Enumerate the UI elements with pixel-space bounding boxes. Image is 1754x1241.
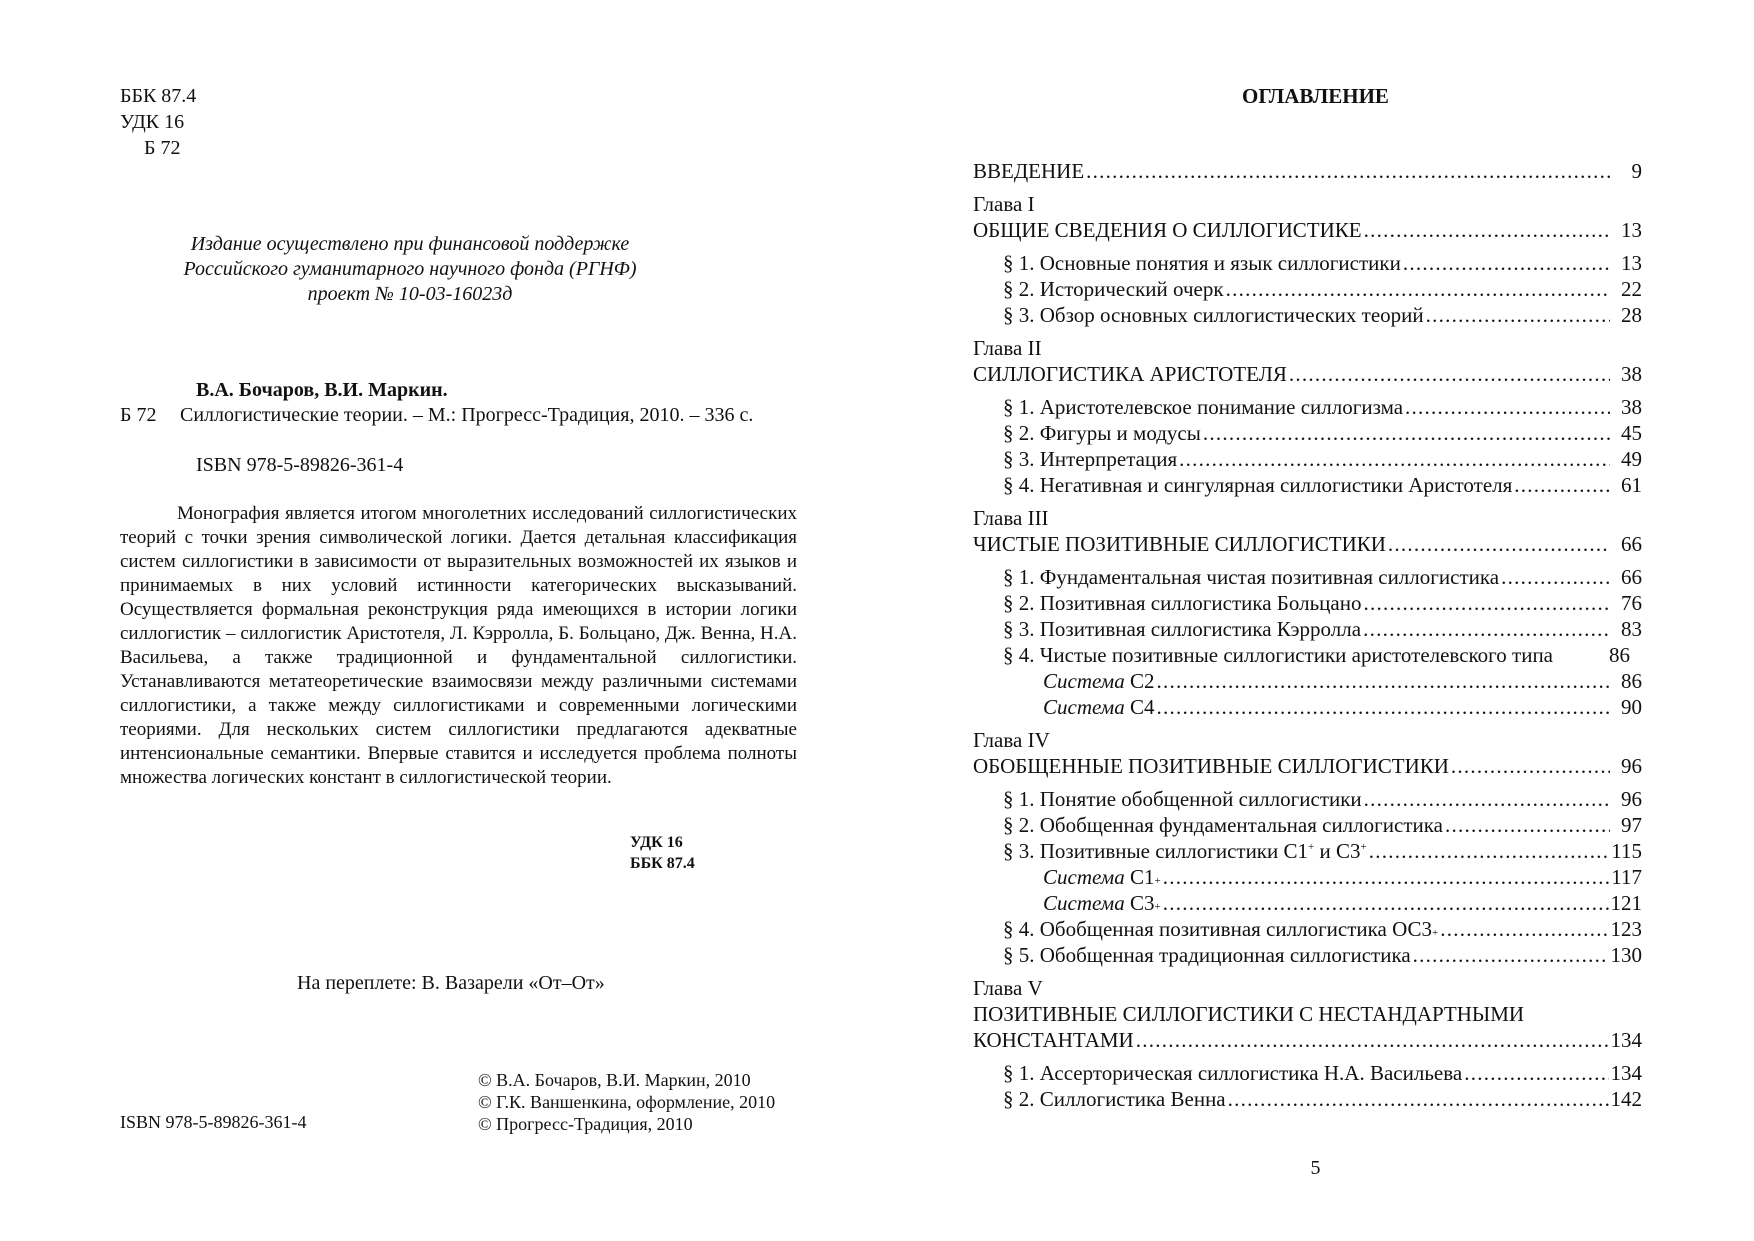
entry-page: 96	[1621, 754, 1642, 778]
entry-title: ВВЕДЕНИЕ	[973, 159, 1085, 183]
entry-title: § 4. Обобщенная позитивная силлогистика ОС3	[1003, 917, 1433, 941]
page-number: 5	[1310, 1157, 1321, 1179]
udk-code: УДК 16	[120, 111, 185, 133]
chapter-label: Глава II	[973, 336, 1042, 360]
entry-page: 38	[1621, 395, 1642, 419]
system-word: Система	[1043, 891, 1125, 915]
entry-page: 134	[1610, 1061, 1642, 1085]
entry-title: ЧИСТЫЕ ПОЗИТИВНЫЕ СИЛЛОГИСТИКИ	[973, 532, 1386, 556]
toc-entry-chapter-1[interactable]	[973, 217, 1642, 243]
authors: В.А. Бочаров, В.И. Маркин.	[196, 379, 448, 401]
catalog-code: Б 72	[120, 404, 157, 426]
toc-entry-chapter-5[interactable]	[973, 1027, 1642, 1053]
entry-title	[1003, 838, 1367, 864]
toc-entry-section[interactable]	[973, 250, 1642, 276]
toc-entry-section[interactable]	[973, 394, 1642, 420]
entry-page: 83	[1621, 617, 1642, 641]
toc-entry-introduction[interactable]	[973, 158, 1642, 184]
entry-title: § 1. Фундаментальная чистая позитивная силлогистика	[1003, 565, 1500, 589]
toc-entry-section[interactable]	[973, 590, 1642, 616]
entry-page: 61	[1621, 473, 1642, 497]
toc-entry-section[interactable]	[973, 446, 1642, 472]
entry-page: 76	[1621, 591, 1642, 615]
copyright-line: © Г.К. Ваншенкина, оформление, 2010	[478, 1092, 776, 1112]
entry-page: 28	[1621, 303, 1642, 327]
bbk-bottom: ББК 87.4	[630, 855, 695, 872]
isbn-line: ISBN 978-5-89826-361-4	[196, 454, 404, 476]
entry-page: 86	[1609, 643, 1630, 667]
entry-title: § 5. Обобщенная традиционная силлогистика	[1003, 943, 1411, 967]
system-word: Система	[1043, 865, 1125, 889]
entry-page: 96	[1621, 787, 1642, 811]
entry-page: 9	[1631, 159, 1642, 183]
entry-title: § 3. Позитивная силлогистика Кэрролла	[1003, 617, 1362, 641]
toc-entry-section[interactable]	[973, 812, 1642, 838]
entry-page: 66	[1621, 532, 1642, 556]
system-word: Система	[1043, 695, 1125, 719]
entry-title: § 3. Обзор основных силлогистических теорий	[1003, 303, 1424, 327]
entry-page: 117	[1611, 865, 1642, 889]
toc-entry-section[interactable]	[973, 276, 1642, 302]
funding-line: Издание осуществлено при финансовой поддержке	[190, 233, 630, 255]
toc-entry-section[interactable]	[973, 472, 1642, 498]
entry-page: 22	[1621, 277, 1642, 301]
toc-entry-chapter-3[interactable]	[973, 531, 1642, 557]
toc-entry-section[interactable]	[973, 642, 1642, 668]
entry-page: 115	[1611, 839, 1642, 863]
toc-entry-section[interactable]	[973, 420, 1642, 446]
entry-page: 130	[1610, 943, 1642, 967]
chapter-label: Глава III	[973, 506, 1049, 530]
entry-page: 86	[1621, 669, 1642, 693]
entry-page: 142	[1610, 1087, 1642, 1111]
entry-page: 123	[1610, 917, 1642, 941]
toc-entry-system[interactable]	[973, 694, 1642, 720]
copyright-block	[478, 1069, 775, 1135]
entry-title: § 2. Обобщенная фундаментальная силлогистика	[1003, 813, 1443, 837]
toc-entry-section[interactable]	[973, 302, 1642, 328]
right-page	[877, 0, 1754, 1241]
chapter-label: Глава IV	[973, 728, 1050, 752]
entry-title: ОБЩИЕ СВЕДЕНИЯ О СИЛЛОГИСТИКЕ	[973, 218, 1362, 242]
system-name: С2	[1129, 669, 1155, 693]
funding-note	[120, 232, 700, 307]
toc-title: ОГЛАВЛЕНИЕ	[1242, 84, 1389, 108]
cover-note: На переплете: В. Вазарели «От–От»	[297, 972, 605, 994]
toc-entry-section[interactable]	[973, 1086, 1642, 1112]
udk-bbk-bottom	[630, 832, 695, 874]
superscript: +	[1360, 841, 1367, 853]
entry-page: 13	[1621, 218, 1642, 242]
entry-page: 45	[1621, 421, 1642, 445]
entry-title: § 1. Понятие обобщенной силлогистики	[1003, 787, 1362, 811]
toc-entry-section[interactable]	[973, 616, 1642, 642]
system-name: С1	[1129, 865, 1155, 889]
toc-entry-system[interactable]: Система С3 + . . . 121	[973, 890, 1642, 916]
catalog-description: Силлогистические теории. – М.: Прогресс-Традиция, 2010. – 336 с.	[180, 404, 754, 426]
entry-title: § 2. Исторический очерк	[1003, 277, 1224, 301]
toc-entry-section[interactable]	[973, 942, 1642, 968]
title-part: и С3	[1314, 839, 1361, 863]
entry-title: § 4. Чистые позитивные силлогистики аристотелевского типа	[1003, 643, 1553, 667]
bbk-code: ББК 87.4	[120, 85, 197, 107]
superscript: +	[1308, 841, 1315, 853]
entry-page: 121	[1610, 891, 1642, 915]
funding-line: проект № 10-03-16023д	[307, 283, 513, 305]
entry-page: 134	[1610, 1028, 1642, 1052]
toc-entry-system[interactable]: Система С1 + . . . 117	[973, 864, 1642, 890]
system-name: С3	[1129, 891, 1155, 915]
author-mark: Б 72	[144, 137, 181, 159]
chapter-title-line[interactable]: ПОЗИТИВНЫЕ СИЛЛОГИСТИКИ С НЕСТАНДАРТНЫМИ	[973, 1002, 1525, 1026]
entry-page: 66	[1621, 565, 1642, 589]
copyright-line: © Прогресс-Традиция, 2010	[478, 1114, 693, 1134]
toc-entry-section[interactable]	[973, 1060, 1642, 1086]
entry-title: КОНСТАНТАМИ	[973, 1028, 1134, 1052]
table-of-contents	[973, 158, 1642, 1112]
entry-title: § 1. Ассерторическая силлогистика Н.А. Васильева	[1003, 1061, 1463, 1085]
entry-title: § 1. Аристотелевское понимание силлогизма	[1003, 395, 1404, 419]
title-part: § 3. Позитивные силлогистики С1	[1003, 839, 1309, 863]
toc-entry-section[interactable]	[973, 564, 1642, 590]
abstract: Монография является итогом многолетних исследований силлогистических теорий с точки зрения символической логики. Дается детальная классификация систем силлогистики в зависимости от выразительных возможностей их языков и принимаемых в них условий истинности категорических высказываний. Осуществляется формальная реконструкция ряда имеющихся в истории логики силлогистик – силлогистик Аристотеля, Л. Кэрролла, Б. Больцано, Дж. Венна, Н.А. Васильева, а также традиционной и фундаментальной силлогистики. Устанавливаются метатеоретические взаимосвязи между различными системами силлогистики, а также между силлогистиками и современными логическими теориями. Для нескольких систем силлогистики предлагаются адекватные интенсиональные семантики. Впервые ставится и исследуется проблема полноты множества логических констант в силлогистической теории.	[120, 503, 797, 788]
entry-page: 97	[1621, 813, 1642, 837]
toc-entry-chapter-4[interactable]	[973, 753, 1642, 779]
toc-entry-system[interactable]	[973, 668, 1642, 694]
toc-entry-section[interactable]	[973, 838, 1642, 864]
entry-title: § 2. Силлогистика Венна	[1003, 1087, 1226, 1111]
chapter-label: Глава V	[973, 976, 1043, 1000]
catalog-entry	[120, 404, 753, 427]
copyright-line: © В.А. Бочаров, В.И. Маркин, 2010	[478, 1070, 751, 1090]
bbk-udk-block	[120, 84, 196, 162]
system-word: Система	[1043, 669, 1125, 693]
toc-entry-section[interactable]: § 4. Обобщенная позитивная силлогистика ОС3 + . . . 123	[973, 916, 1642, 942]
entry-title: ОБОБЩЕННЫЕ ПОЗИТИВНЫЕ СИЛЛОГИСТИКИ	[973, 754, 1449, 778]
toc-entry-section[interactable]	[973, 786, 1642, 812]
entry-page: 38	[1621, 362, 1642, 386]
chapter-label: Глава I	[973, 192, 1035, 216]
entry-title: § 2. Позитивная силлогистика Больцано	[1003, 591, 1362, 615]
entry-title: § 1. Основные понятия и язык силлогистики	[1003, 251, 1401, 275]
entry-title: § 4. Негативная и сингулярная силлогистики Аристотеля	[1003, 473, 1513, 497]
system-name: С4	[1129, 695, 1155, 719]
funding-line: Российского гуманитарного научного фонда (РГНФ)	[183, 258, 637, 280]
udk-bottom: УДК 16	[630, 834, 683, 851]
entry-page: 13	[1621, 251, 1642, 275]
entry-page: 90	[1621, 695, 1642, 719]
isbn-bottom: ISBN 978-5-89826-361-4	[120, 1112, 307, 1132]
entry-title: § 2. Фигуры и модусы	[1003, 421, 1201, 445]
entry-title: СИЛЛОГИСТИКА АРИСТОТЕЛЯ	[973, 362, 1287, 386]
toc-entry-chapter-2[interactable]	[973, 361, 1642, 387]
entry-title: § 3. Интерпретация	[1003, 447, 1178, 471]
entry-page: 49	[1621, 447, 1642, 471]
